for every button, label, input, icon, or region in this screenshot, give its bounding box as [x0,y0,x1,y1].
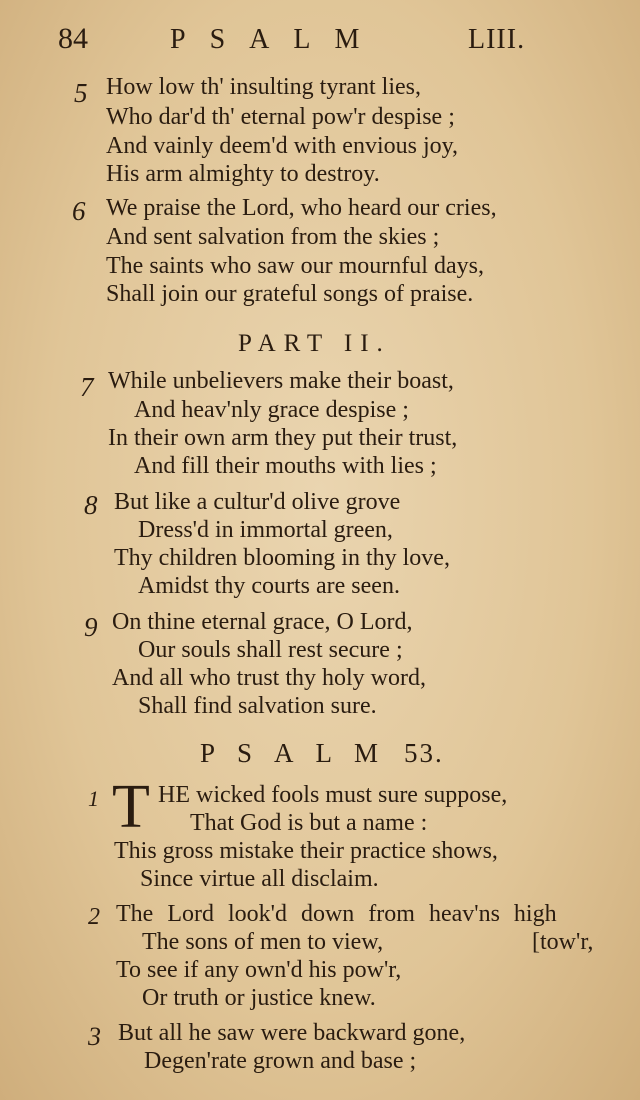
verse-line: Our souls shall rest secure ; [138,637,403,663]
verse-line: His arm almighty to destroy. [106,161,380,187]
page-number: 84 [58,22,88,55]
verse-overflow: [tow'r, [532,929,594,955]
verse-line: Thy children blooming in thy love, [114,545,450,571]
verse-line: How low th' insulting tyrant lies, [106,74,421,100]
verse-line: Shall find salvation sure. [138,693,377,719]
verse-line: On thine eternal grace, O Lord, [112,609,413,635]
verse-line: Since virtue all disclaim. [140,866,379,892]
psalm-heading-word: PSALM [200,738,401,768]
verse-line: Who dar'd th' eternal pow'r despise ; [106,104,455,130]
verse-number: 5 [74,78,88,108]
header-psalm-number: LIII. [468,24,526,55]
part-heading: PART II. [238,330,391,357]
verse-line: To see if any own'd his pow'r, [116,957,402,983]
verse-line: Amidst thy courts are seen. [138,573,400,599]
verse-line: While unbelievers make their boast, [108,368,454,394]
verse-number: 6 [72,196,86,226]
verse-line: But like a cultur'd olive grove [114,489,401,515]
verse-line: The Lord look'd down from heav'ns high [116,901,557,927]
verse-line: Dress'd in immortal green, [138,517,393,543]
verse-line: Shall join our grateful songs of praise. [106,281,474,307]
verse-number: 8 [84,490,98,520]
psalm-heading [200,738,444,769]
verse-line: And heav'nly grace despise ; [134,397,409,423]
verse-number: 7 [80,372,94,402]
psalm-heading-number: 53. [404,738,444,768]
verse-line: In their own arm they put their trust, [108,425,458,451]
verse-number: 3 [88,1022,101,1051]
verse-line: Or truth or justice knew. [142,985,376,1011]
verse-number: 9 [84,612,98,642]
verse-line: That God is but a name : [190,810,428,836]
verse-line: But all he saw were backward gone, [118,1020,466,1046]
verse-number: 2 [88,904,100,930]
verse-number: 1 [88,786,99,811]
verse-line: The sons of men to view, [142,929,384,955]
verse-line: This gross mistake their practice shows, [114,838,498,864]
header-title: PSALM [170,24,384,55]
drop-cap: T [112,773,150,841]
verse-line: The saints who saw our mournful days, [106,253,484,279]
verse-line: And all who trust thy holy word, [112,665,426,691]
verse-line: And fill their mouths with lies ; [134,453,437,479]
verse-line: And vainly deem'd with envious joy, [106,133,459,159]
verse-line: Degen'rate grown and base ; [144,1048,417,1074]
verse-line: HE wicked fools must sure suppose, [158,782,508,808]
verse-line: And sent salvation from the skies ; [106,224,440,250]
running-header [0,22,640,62]
verse-line: We praise the Lord, who heard our cries, [106,195,497,221]
